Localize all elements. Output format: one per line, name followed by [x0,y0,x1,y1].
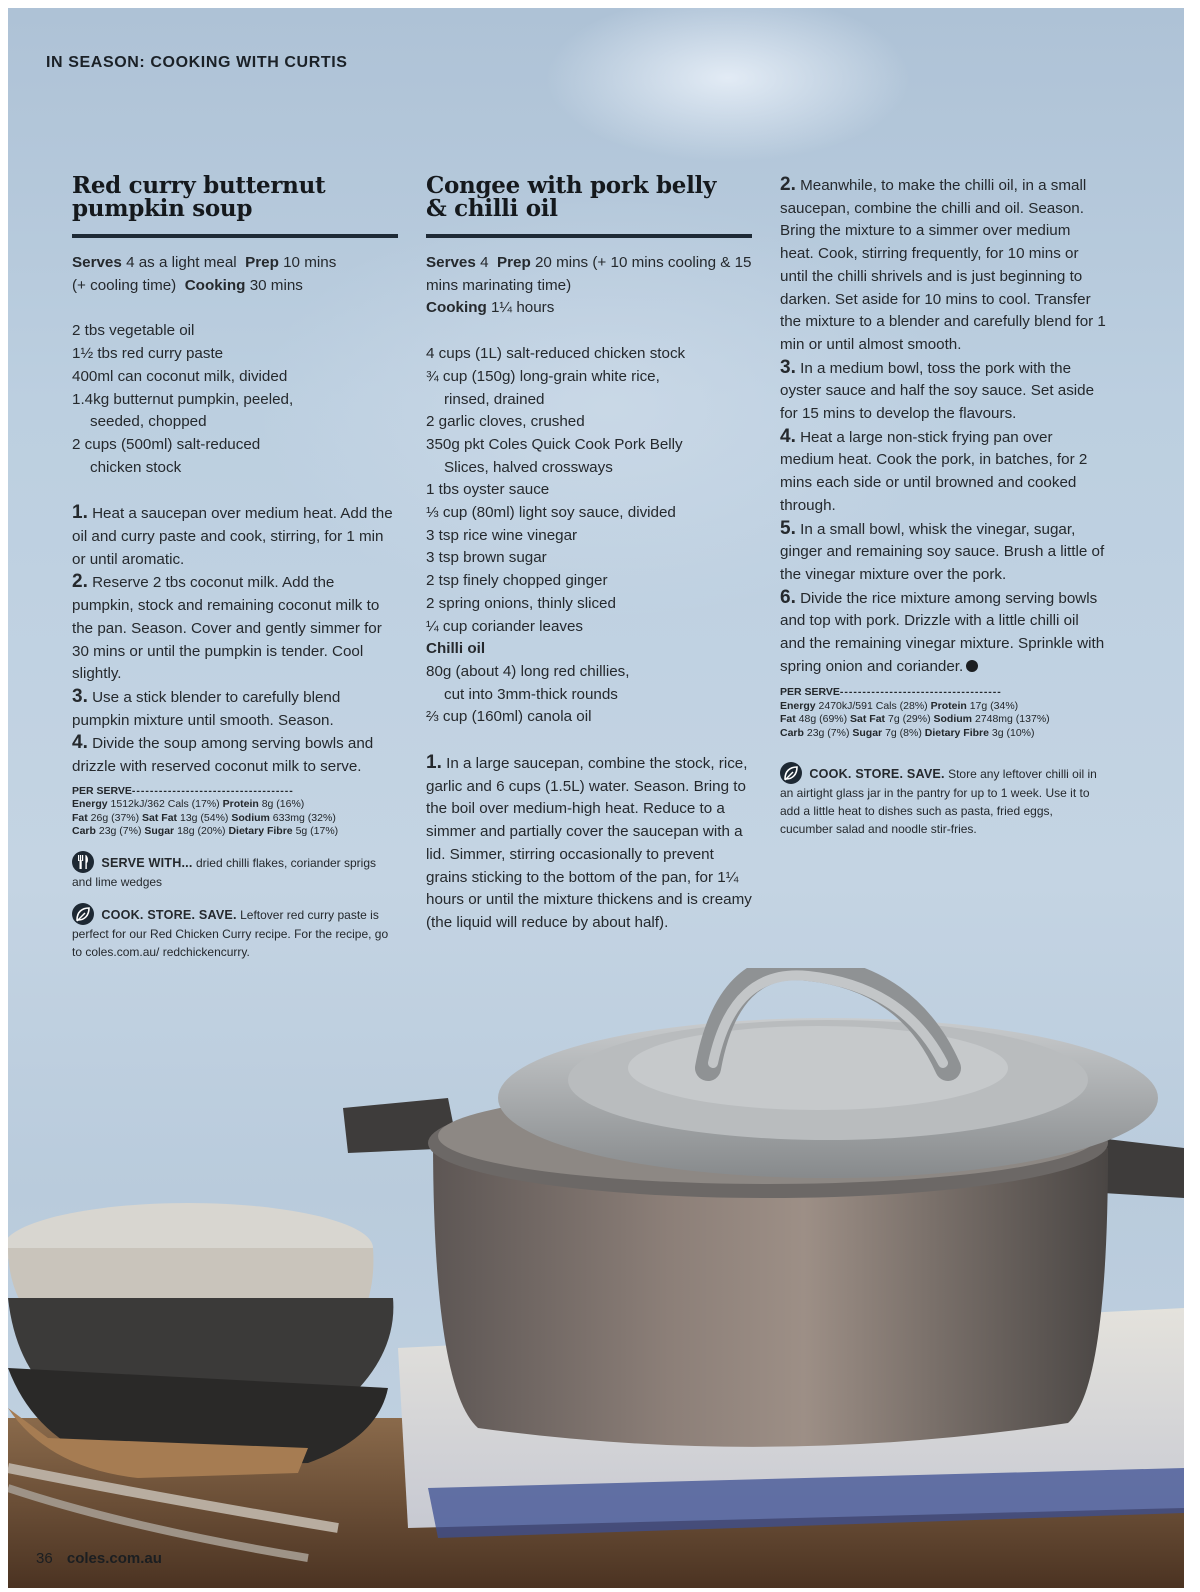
cast-iron-pot-photo [8,968,1184,1588]
method-step: 2. Meanwhile, to make the chilli oil, in a small saucepan, combine the chilli and oil. Season. Bring the mixture to a simmer over medium heat. Cook, stirring frequently, for 10 mins or until the chilli shrivels and is just beginning to darken. Set aside for 10 mins to cool. Transfer the mixture to a blender and carefully blend for 1 min or until almost smooth. [780,174,1106,353]
ingredient: 2 tbs vegetable oil [72,322,195,340]
ingredient: Slices, halved crossways [444,458,613,476]
recipe-title: Red curry butternut pumpkin soup [72,172,326,222]
nutrition-panel: PER SERVE ------------------------------------ Energy 2470kJ/591 Cals (28%) Protein 17g (34%) Fat 48g (69%) Sat Fat 7g (29%) Sodium 2748mg (137%) Carb 23g (7%) Sugar 7g (8%) Dietary Fibre 3g (10%) [780,686,1050,739]
method-step: 5. In a small bowl, whisk the vinegar, sugar, ginger and remaining soy sauce. Brush a little of the vinegar mixture over the pork. [780,517,1105,583]
method-step: 6. Divide the rice mixture among serving bowls and top with pork. Drizzle with a little chilli oil and the remaining vinegar mixture. Sprinkle with spring onion and coriander. [780,586,1105,675]
ingredient: 1½ tbs red curry paste [72,345,224,363]
ingredient: 2 cups (500ml) salt-reduced [72,435,261,453]
ingredient: 4 cups (1L) salt-reduced chicken stock [426,345,686,363]
ingredient: ¾ cup (150g) long-grain white rice, [426,367,660,385]
method [72,502,398,778]
nutrition-panel: PER SERVE ------------------------------------ Energy 1512kJ/362 Cals (17%) Protein 8g (16%) Fat 26g (37%) Sat Fat 13g (54%) Sodium 633mg (32%) Carb 23g (7%) Sugar 18g (20%) Dietary Fibre 5g (17%) [72,784,339,838]
leaf-icon [72,903,94,925]
cook-store-save-tip: COOK. STORE. SAVE. Store any leftover chilli oil in an airtight glass jar in the pantry for up to 1 week. Use it to add a little heat to dishes such as pasta, fried eggs, cucumber salad and noodle stir-fries. [780,762,1106,838]
ingredient-list [72,320,398,479]
method-step: 3. Use a stick blender to carefully blend pumpkin mixture until smooth. Season. [72,685,341,729]
title-rule [426,234,752,238]
recipe-congee-continued [780,174,1106,838]
cook-store-save-tip: COOK. STORE. SAVE. Leftover red curry paste is perfect for our Red Chicken Curry recipe. For the recipe, go to coles.com.au/ redchickencurry. [72,903,398,961]
method [426,752,752,935]
ingredient-subheading: Chilli oil [426,640,486,658]
method-step: 2. Reserve 2 tbs coconut milk. Add the pumpkin, stock and remaining coconut milk to the pan. Season. Cover and gently simmer for 30 mins or until the pumpkin is tender. Cool slightly. [72,571,382,683]
recipe-title: Congee with pork belly & chilli oil [426,172,717,222]
ingredient: 1.4kg butternut pumpkin, peeled, [72,390,294,408]
footer-site-link[interactable]: coles.com.au [66,1550,162,1567]
ingredient: seeded, chopped [90,413,207,431]
ingredient: 2 garlic cloves, crushed [426,413,585,431]
method-step: 4. Heat a large non-stick frying pan over medium heat. Cook the pork, in batches, for 2 mins each side or until browned and cooked through. [780,425,1088,514]
serve-with-tip: SERVE WITH... dried chilli flakes, coriander sprigs and lime wedges [72,851,398,891]
ingredient: cut into 3mm-thick rounds [444,685,618,703]
ingredient: 1 tbs oyster sauce [426,481,550,499]
ingredient: rinsed, drained [444,390,545,408]
ingredient: ⅔ cup (160ml) canola oil [426,708,592,726]
ingredient: 400ml can coconut milk, divided [72,367,288,385]
ingredient: 80g (about 4) long red chillies, [426,662,630,680]
ingredient: 3 tsp rice wine vinegar [426,526,578,544]
cutlery-icon [72,851,94,873]
method-step: 1. In a large saucepan, combine the stock, rice, garlic and 6 cups (1.5L) water. Season. Bring to the boil over medium-high heat. Reduce to a simmer and partially cover the saucepan with a lid. Simmer, stirring occasionally to prevent grains sticking to the bottom of the pan, for 1¼ hours or until the mixture thickens and is creamy (the liquid will reduce by about half). [426,752,752,931]
section-kicker: IN SEASON: COOKING WITH CURTIS [46,54,348,71]
ingredient: ⅓ cup (80ml) light soy sauce, divided [426,504,676,522]
recipe-meta: Serves 4 Prep 20 mins (+ 10 mins cooling & 15 mins marinating time) Cooking 1¼ hours [426,254,752,317]
leaf-icon [780,762,802,784]
recipe-congee [426,170,752,935]
page-number: 36 [36,1550,53,1567]
page-footer [36,1550,162,1567]
ingredient-list [426,343,752,729]
ingredient: 3 tsp brown sugar [426,549,547,567]
title-rule [72,234,398,238]
ingredient: 350g pkt Coles Quick Cook Pork Belly [426,435,683,453]
recipe-pumpkin-soup [72,170,398,961]
end-mark-icon [966,660,978,672]
method-step: 1. Heat a saucepan over medium heat. Add the oil and curry paste and cook, stirring, for 1 min or until aromatic. [72,502,393,568]
ingredient: 2 tsp finely chopped ginger [426,572,608,590]
magazine-page [8,8,1184,1588]
ingredient: 2 spring onions, thinly sliced [426,594,616,612]
ingredient: ¼ cup coriander leaves [426,617,584,635]
method-step: 4. Divide the soup among serving bowls and drizzle with reserved coconut milk to serve. [72,732,374,776]
method-step: 3. In a medium bowl, toss the pork with the oyster sauce and half the soy sauce. Set aside for 15 mins to develop the flavours. [780,356,1095,423]
recipe-meta: Serves 4 as a light meal Prep 10 mins (+ cooling time) Cooking 30 mins [72,254,337,294]
ingredient: chicken stock [90,458,182,476]
